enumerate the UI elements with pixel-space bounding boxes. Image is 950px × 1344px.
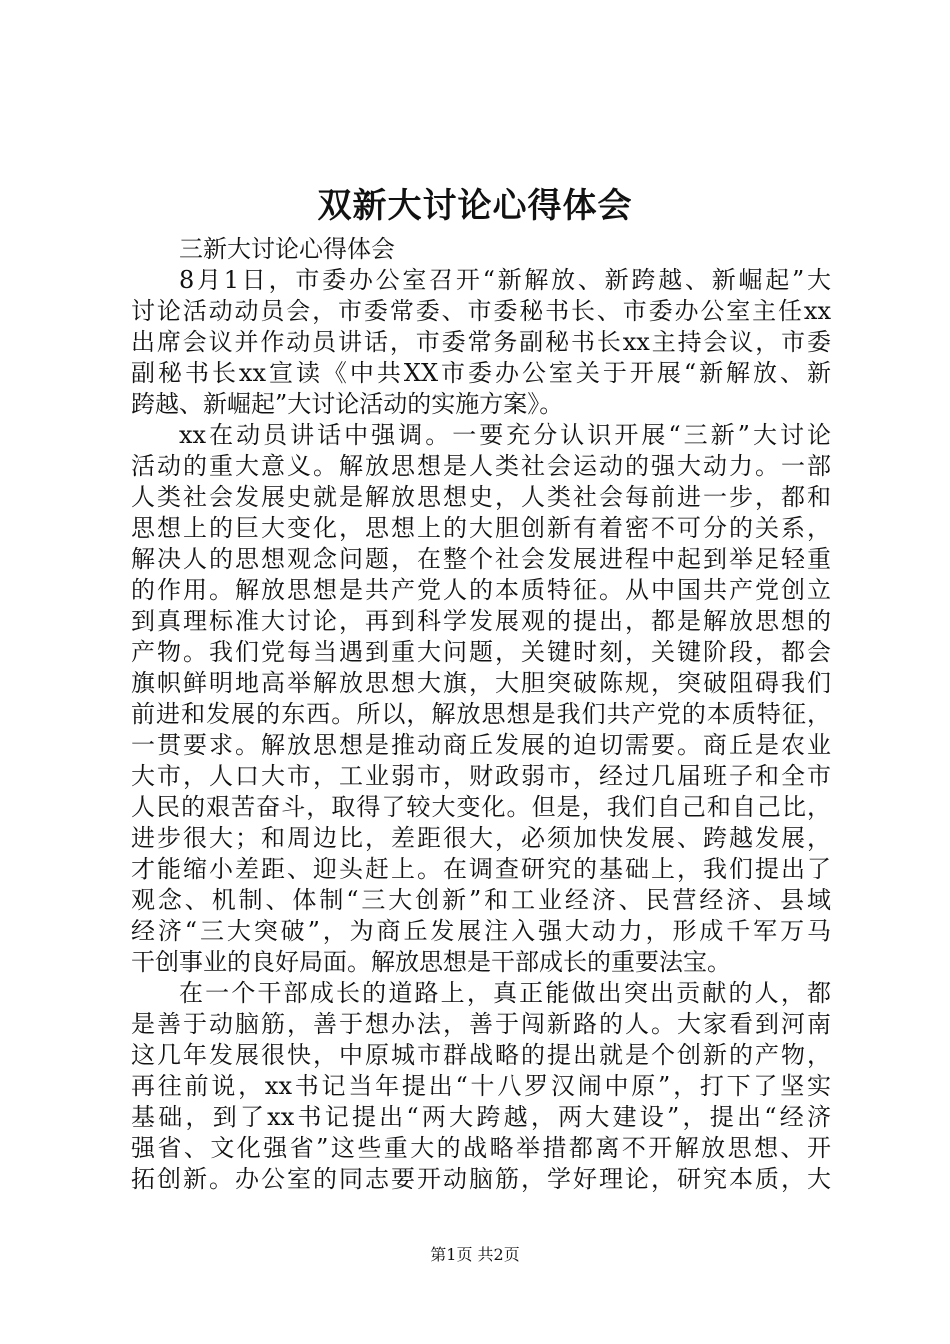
body-line: 在一个干部成长的道路上，真正能做出突出贡献的人，都 bbox=[179, 979, 831, 1007]
body-line: 的作用。解放思想是共产党人的本质特征。从中国共产党创立 bbox=[131, 576, 831, 604]
document-title: 双新大讨论心得体会 bbox=[317, 186, 633, 226]
body-line: 8月1日，市委办公室召开“新解放、新跨越、新崛起”大 bbox=[179, 266, 831, 294]
body-line: 三新大讨论心得体会 bbox=[179, 235, 395, 263]
body-line: 经济“三大突破”，为商丘发展注入强大动力，形成千军万马 bbox=[131, 917, 831, 945]
body-line: 到真理标准大讨论，再到科学发展观的提出，都是解放思想的 bbox=[131, 607, 831, 635]
body-line: 一贯要求。解放思想是推动商丘发展的迫切需要。商丘是农业 bbox=[131, 731, 831, 759]
body-line: 才能缩小差距、迎头赶上。在调查研究的基础上，我们提出了 bbox=[131, 855, 831, 883]
body-line: 这几年发展很快，中原城市群战略的提出就是个创新的产物， bbox=[131, 1041, 831, 1069]
body-line: 人民的艰苦奋斗，取得了较大变化。但是，我们自己和自己比， bbox=[131, 793, 831, 821]
body-line: 旗帜鲜明地高举解放思想大旗，大胆突破陈规，突破阻碍我们 bbox=[131, 669, 831, 697]
body-line: 再往前说，xx书记当年提出“十八罗汉闹中原”，打下了坚实 bbox=[131, 1072, 831, 1100]
body-line: 大市，人口大市，工业弱市，财政弱市，经过几届班子和全市 bbox=[131, 762, 831, 790]
page-footer: 第1页 共2页 bbox=[430, 1245, 520, 1264]
body-line: 基础，到了xx书记提出“两大跨越，两大建设”，提出“经济 bbox=[131, 1103, 831, 1131]
body-line: 是善于动脑筋，善于想办法，善于闯新路的人。大家看到河南 bbox=[131, 1010, 831, 1038]
body-line: 强省、文化强省”这些重大的战略举措都离不开解放思想、开 bbox=[131, 1134, 831, 1162]
body-line: 前进和发展的东西。所以，解放思想是我们共产党的本质特征， bbox=[131, 700, 831, 728]
body-line: 讨论活动动员会，市委常委、市委秘书长、市委办公室主任xx bbox=[131, 297, 831, 325]
body-line: 干创事业的良好局面。解放思想是干部成长的重要法宝。 bbox=[131, 948, 731, 976]
body-line: 解决人的思想观念问题，在整个社会发展进程中起到举足轻重 bbox=[131, 545, 831, 573]
body-line: 观念、机制、体制“三大创新”和工业经济、民营经济、县域 bbox=[131, 886, 831, 914]
body-line: 出席会议并作动员讲话，市委常务副秘书长xx主持会议，市委 bbox=[131, 328, 831, 356]
body-line: 跨越、新崛起”大讨论活动的实施方案》。 bbox=[131, 390, 564, 418]
body-line: 副秘书长xx宣读《中共XX市委办公室关于开展“新解放、新 bbox=[131, 359, 831, 387]
body-line: 思想上的巨大变化，思想上的大胆创新有着密不可分的关系， bbox=[131, 514, 831, 542]
body-line: 产物。我们党每当遇到重大问题，关键时刻，关键阶段，都会 bbox=[131, 638, 831, 666]
body-line: 拓创新。办公室的同志要开动脑筋，学好理论，研究本质，大 bbox=[131, 1165, 831, 1193]
body-line: 进步很大；和周边比，差距很大，必须加快发展、跨越发展， bbox=[131, 824, 831, 852]
body-line: 活动的重大意义。解放思想是人类社会运动的强大动力。一部 bbox=[131, 452, 831, 480]
body-line: xx在动员讲话中强调。一要充分认识开展“三新”大讨论 bbox=[179, 421, 831, 449]
body-line: 人类社会发展史就是解放思想史，人类社会每前进一步，都和 bbox=[131, 483, 831, 511]
document-body bbox=[131, 234, 831, 1195]
